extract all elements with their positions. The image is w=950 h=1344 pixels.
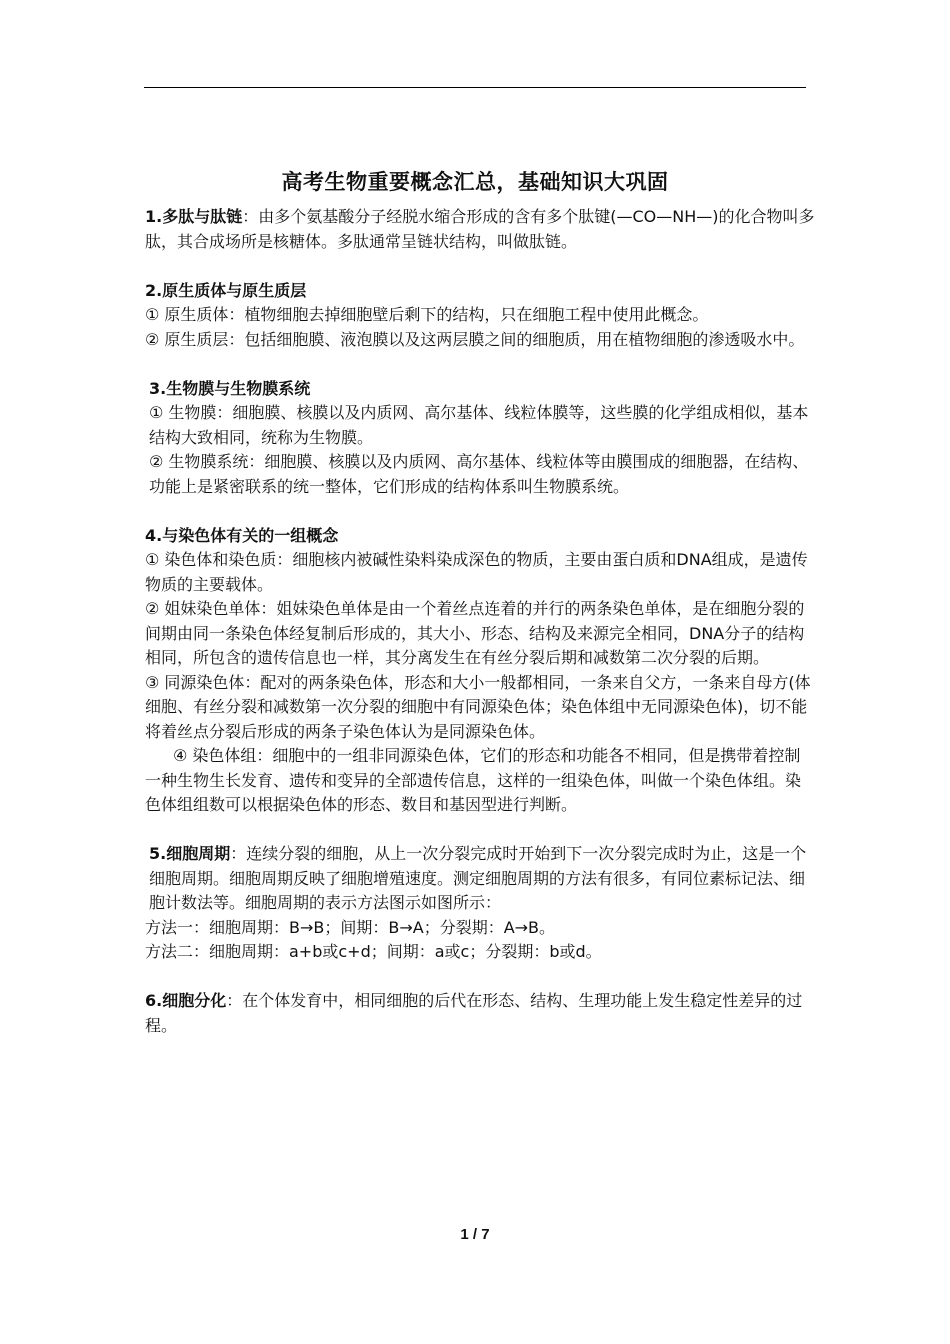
section-protoplast bbox=[145, 279, 815, 353]
section-text: ：连续分裂的细胞，从上一次分裂完成时开始到下一次分裂完成时为止，这是一个细胞周期。细胞周期反映了细胞增殖速度。测定细胞周期的方法有很多，有同位素标记法、细胞计数法等。细胞周期的表示方法图示如图所示： bbox=[149, 844, 807, 912]
section-heading: 1.多肽与肽链 bbox=[145, 207, 243, 226]
list-item: ① 染色体和染色质：细胞核内被碱性染料染成深色的物质，主要由蛋白质和DNA组成，是遗传物质的主要载体。 bbox=[145, 550, 808, 594]
list-item: ④ 染色体组：细胞中的一组非同源染色体，它们的形态和功能各不相同，但是携带着控制一种生物生长发育、遗传和变异的全部遗传信息，这样的一组染色体，叫做一个染色体组。染色体组组数可以根据染色体的形态、数目和基因型进行判断。 bbox=[145, 746, 802, 814]
list-item: ② 原生质层：包括细胞膜、液泡膜以及这两层膜之间的细胞质，用在植物细胞的渗透吸水中。 bbox=[145, 329, 805, 349]
paragraph bbox=[145, 989, 815, 1038]
list-item: 方法二：细胞周期：a+b或c+d；间期：a或c；分裂期：b或d。 bbox=[145, 942, 602, 961]
section-heading: 6.细胞分化 bbox=[145, 991, 227, 1010]
list-item: ① 原生质体：植物细胞去掉细胞壁后剩下的结构，只在细胞工程中使用此概念。 bbox=[145, 305, 709, 324]
section-cell-cycle bbox=[145, 842, 815, 965]
list-item: ③ 同源染色体：配对的两条染色体，形态和大小一般都相同，一条来自父方，一条来自母方(体细胞、有丝分裂和减数第一次分裂的细胞中有同源染色体；染色体组中无同源染色体)，切不能将着丝点分裂后形成的两条子染色体认为是同源染色体。 bbox=[145, 672, 811, 741]
section-cell-differentiation bbox=[145, 989, 815, 1038]
section-heading: 2.原生质体与原生质层 bbox=[145, 280, 307, 300]
document-body bbox=[145, 205, 815, 1063]
list-item: ② 姐妹染色单体：姐妹染色单体是由一个着丝点连着的并行的两条染色单体，是在细胞分裂的间期由同一条染色体经复制后形成的，其大小、形态、结构及来源完全相同，DNA分子的结构相同，所包含的遗传信息也一样，其分离发生在有丝分裂后期和减数第二次分裂的后期。 bbox=[145, 599, 805, 667]
section-polypeptide bbox=[145, 205, 815, 254]
section-text: ：由多个氨基酸分子经脱水缩合形成的含有多个肽键(—CO—NH—)的化合物叫多肽，其合成场所是核糖体。多肽通常呈链状结构，叫做肽链。 bbox=[145, 207, 815, 251]
section-heading: 5.细胞周期 bbox=[149, 844, 231, 863]
section-heading: 4.与染色体有关的一组概念 bbox=[145, 525, 339, 545]
list-item: ② 生物膜系统：细胞膜、核膜以及内质网、高尔基体、线粒体等由膜围成的细胞器，在结构、功能上是紧密联系的统一整体，它们形成的结构体系叫生物膜系统。 bbox=[149, 452, 809, 496]
section-biomembrane bbox=[145, 377, 815, 500]
section-heading: 3.生物膜与生物膜系统 bbox=[149, 378, 311, 398]
header-rule bbox=[144, 87, 806, 88]
page-number: 1 / 7 bbox=[460, 1226, 490, 1243]
section-text: ：在个体发育中，相同细胞的后代在形态、结构、生理功能上发生稳定性差异的过程。 bbox=[145, 991, 803, 1035]
list-item: 方法一：细胞周期：B→B；间期：B→A；分裂期：A→B。 bbox=[145, 917, 556, 937]
paragraph bbox=[145, 842, 815, 916]
section-chromosome bbox=[145, 524, 815, 818]
paragraph bbox=[145, 205, 815, 254]
document-title: 高考生物重要概念汇总，基础知识大巩固 bbox=[281, 170, 669, 195]
list-item: ① 生物膜：细胞膜、核膜以及内质网、高尔基体、线粒体膜等，这些膜的化学组成相似，基本结构大致相同，统称为生物膜。 bbox=[149, 403, 809, 447]
